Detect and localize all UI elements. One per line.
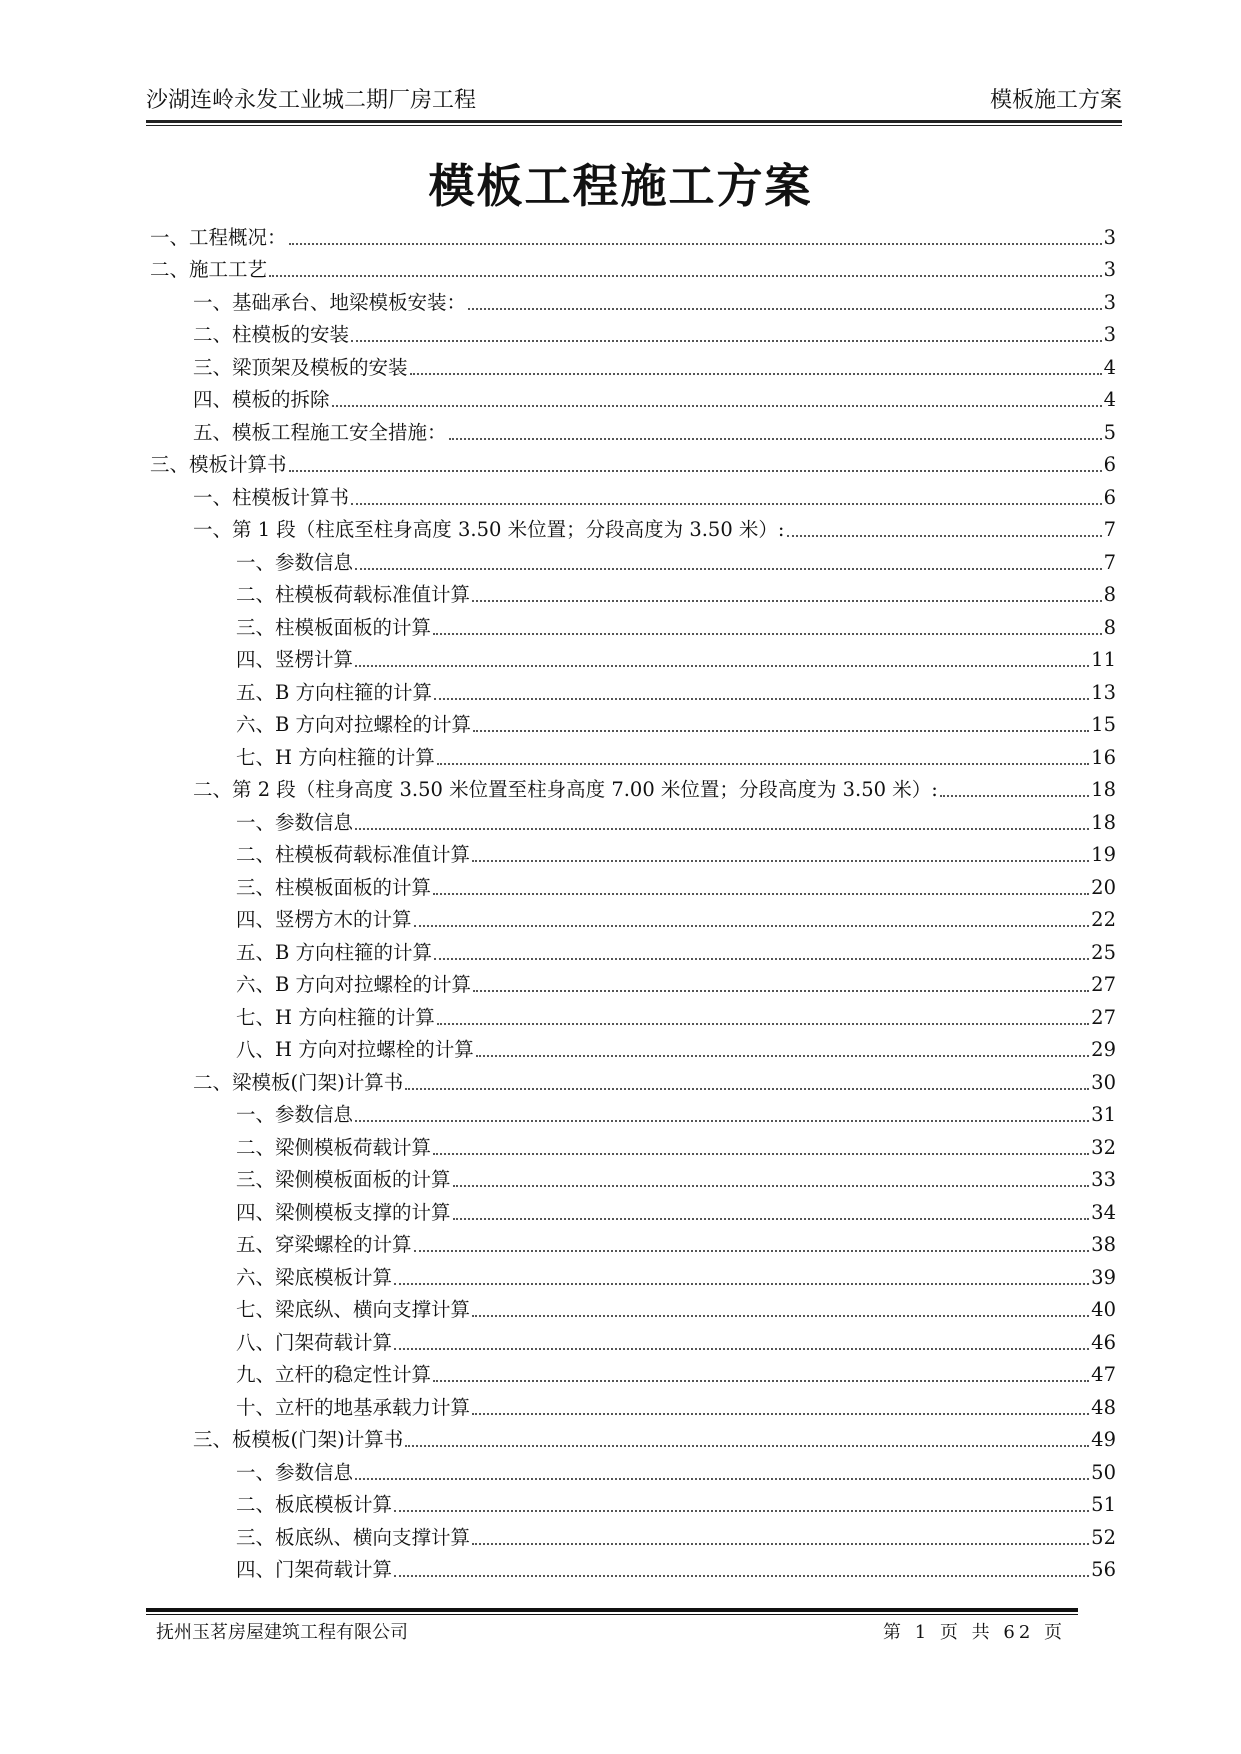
toc-entry[interactable] [150, 771, 1116, 804]
toc-entry[interactable] [150, 998, 1116, 1031]
toc-leader-dots [355, 567, 1102, 570]
toc-entry-page: 5 [1103, 420, 1116, 444]
toc-entry[interactable] [150, 933, 1116, 966]
toc-entry-label: 六、B 方向对拉螺栓的计算 [236, 713, 472, 736]
toc-entry-label: 二、柱模板荷载标准值计算 [236, 583, 471, 606]
toc-entry[interactable] [150, 868, 1116, 901]
toc-entry[interactable] [150, 1551, 1116, 1584]
toc-entry-page: 48 [1091, 1395, 1116, 1419]
toc-leader-dots [437, 1022, 1089, 1025]
table-of-contents [150, 218, 1116, 1583]
toc-leader-dots [449, 437, 1102, 440]
toc-entry-page: 30 [1091, 1070, 1116, 1094]
toc-entry[interactable] [150, 901, 1116, 934]
toc-entry[interactable] [150, 836, 1116, 869]
toc-entry-label: 二、柱模板荷载标准值计算 [236, 843, 471, 866]
page-header [146, 86, 1122, 118]
toc-leader-dots [437, 762, 1089, 765]
toc-leader-dots [468, 307, 1102, 310]
toc-entry-label: 三、板底纵、横向支撑计算 [236, 1525, 471, 1549]
toc-entry-page: 52 [1091, 1525, 1116, 1549]
toc-entry-page: 4 [1103, 355, 1116, 379]
toc-entry-page: 13 [1091, 680, 1116, 704]
toc-leader-dots [355, 1477, 1089, 1480]
toc-entry-label: 一、柱模板计算书 [193, 485, 350, 509]
toc-entry[interactable] [150, 966, 1116, 999]
toc-leader-dots [434, 697, 1089, 700]
toc-leader-dots [472, 859, 1089, 862]
toc-entry[interactable] [150, 1486, 1116, 1519]
toc-entry-page: 3 [1103, 290, 1116, 314]
toc-entry[interactable] [150, 348, 1116, 381]
header-project-name: 沙湖连岭永发工业城二期厂房工程 [146, 88, 477, 113]
toc-leader-dots [289, 242, 1102, 245]
toc-entry-label: 二、施工工艺 [150, 258, 268, 281]
toc-leader-dots [940, 794, 1089, 797]
toc-leader-dots [289, 469, 1102, 472]
toc-entry-label: 三、模板计算书 [150, 453, 287, 476]
toc-entry-label: 三、板模板(门架)计算书 [193, 1428, 404, 1451]
toc-entry[interactable] [150, 608, 1116, 641]
toc-entry-page: 6 [1103, 485, 1116, 509]
toc-entry-label: 九、立杆的稳定性计算 [236, 1363, 432, 1386]
toc-leader-dots [434, 957, 1089, 960]
toc-entry-label: 三、梁顶架及模板的安装 [193, 355, 408, 379]
toc-leader-dots [433, 1379, 1089, 1382]
toc-leader-dots [414, 1249, 1090, 1252]
toc-entry-page: 29 [1091, 1038, 1116, 1061]
toc-entry-label: 五、B 方向柱箍的计算 [236, 680, 433, 704]
toc-entry[interactable] [150, 283, 1116, 316]
toc-entry-label: 四、竖楞计算 [236, 648, 354, 671]
toc-entry-label: 三、柱模板面板的计算 [236, 875, 432, 899]
toc-entry-label: 六、梁底模板计算 [236, 1265, 393, 1289]
toc-entry-page: 34 [1091, 1200, 1116, 1224]
toc-entry-page: 27 [1091, 1005, 1116, 1029]
toc-entry[interactable] [150, 1453, 1116, 1486]
document-title: 模板工程施工方案 [428, 159, 813, 213]
toc-entry[interactable] [150, 1323, 1116, 1356]
toc-entry[interactable] [150, 1291, 1116, 1324]
toc-leader-dots [414, 924, 1090, 927]
toc-leader-dots [351, 339, 1102, 342]
toc-entry[interactable] [150, 1356, 1116, 1389]
toc-entry-page: 56 [1091, 1558, 1116, 1581]
toc-entry-page: 4 [1103, 388, 1116, 411]
toc-entry-page: 33 [1091, 1168, 1116, 1191]
toc-leader-dots [473, 989, 1089, 992]
toc-entry[interactable] [150, 803, 1116, 836]
toc-entry[interactable] [150, 673, 1116, 706]
toc-entry[interactable] [150, 218, 1116, 251]
toc-leader-dots [394, 1347, 1089, 1350]
toc-leader-dots [269, 274, 1102, 277]
toc-entry-page: 19 [1091, 843, 1116, 866]
toc-entry-label: 二、梁模板(门架)计算书 [193, 1070, 404, 1094]
toc-entry-label: 二、梁侧模板荷载计算 [236, 1135, 432, 1159]
toc-entry-page: 8 [1103, 615, 1116, 639]
toc-entry-page: 46 [1091, 1330, 1116, 1354]
toc-entry[interactable] [150, 1421, 1116, 1454]
toc-leader-dots [472, 1412, 1089, 1415]
toc-leader-dots [394, 1574, 1089, 1577]
toc-entry-page: 50 [1091, 1460, 1116, 1484]
toc-entry-label: 一、第 1 段（柱底至柱身高度 3.50 米位置；分段高度为 3.50 米）: [193, 518, 785, 541]
toc-entry[interactable] [150, 641, 1116, 674]
toc-entry[interactable] [150, 1096, 1116, 1129]
toc-entry-label: 二、柱模板的安装 [193, 323, 350, 346]
toc-entry-label: 一、工程概况： [150, 225, 287, 249]
toc-entry-page: 25 [1091, 940, 1116, 964]
footer-rule [146, 1608, 1078, 1612]
toc-entry-page: 8 [1103, 583, 1116, 606]
toc-leader-dots [394, 1282, 1089, 1285]
toc-entry[interactable] [150, 1518, 1116, 1551]
toc-leader-dots [473, 729, 1089, 732]
toc-entry-label: 一、参数信息 [236, 550, 354, 574]
toc-leader-dots [472, 599, 1102, 602]
toc-entry-page: 7 [1103, 518, 1116, 541]
toc-leader-dots [351, 502, 1102, 505]
toc-entry-label: 一、参数信息 [236, 1460, 354, 1484]
toc-entry[interactable] [150, 706, 1116, 739]
toc-entry[interactable] [150, 316, 1116, 349]
toc-leader-dots [433, 632, 1102, 635]
toc-leader-dots [433, 892, 1089, 895]
header-rule-thin [146, 125, 1122, 126]
toc-leader-dots [453, 1184, 1090, 1187]
toc-entry[interactable] [150, 1128, 1116, 1161]
toc-leader-dots [433, 1152, 1089, 1155]
toc-entry[interactable] [150, 413, 1116, 446]
footer-page-info: 第 1 页 共 62 页 [883, 1622, 1066, 1643]
toc-leader-dots [355, 1119, 1089, 1122]
toc-entry[interactable] [150, 1031, 1116, 1064]
header-rule [146, 120, 1122, 123]
toc-leader-dots [355, 827, 1089, 830]
toc-entry[interactable] [150, 511, 1116, 544]
toc-entry-label: 八、门架荷载计算 [236, 1330, 393, 1354]
toc-leader-dots [472, 1314, 1089, 1317]
toc-entry-label: 四、梁侧模板支撑的计算 [236, 1200, 451, 1224]
toc-entry-page: 15 [1091, 713, 1116, 736]
toc-leader-dots [405, 1444, 1089, 1447]
toc-entry[interactable] [150, 251, 1116, 284]
toc-entry-label: 五、穿梁螺栓的计算 [236, 1233, 412, 1256]
toc-entry-label: 一、参数信息 [236, 1103, 354, 1126]
toc-entry-page: 38 [1091, 1233, 1116, 1256]
toc-leader-dots [394, 1509, 1089, 1512]
toc-entry-label: 七、H 方向柱箍的计算 [236, 745, 435, 769]
toc-entry-page: 31 [1091, 1103, 1116, 1126]
toc-entry-page: 39 [1091, 1265, 1116, 1289]
toc-entry-page: 47 [1091, 1363, 1116, 1386]
toc-entry-page: 3 [1103, 323, 1116, 346]
toc-entry-label: 三、柱模板面板的计算 [236, 615, 432, 639]
toc-entry[interactable] [150, 576, 1116, 609]
header-document-name: 模板施工方案 [989, 88, 1122, 113]
toc-entry-page: 40 [1091, 1298, 1116, 1321]
toc-entry-label: 四、竖楞方木的计算 [236, 908, 412, 931]
toc-entry-label: 五、模板工程施工安全措施： [193, 420, 447, 444]
toc-entry-page: 16 [1091, 745, 1116, 769]
toc-leader-dots [405, 1087, 1089, 1090]
toc-entry-page: 27 [1091, 973, 1116, 996]
toc-entry-label: 一、参数信息 [236, 810, 354, 834]
toc-entry-page: 51 [1091, 1493, 1116, 1516]
toc-entry[interactable] [150, 381, 1116, 414]
toc-entry-label: 四、模板的拆除 [193, 388, 330, 411]
toc-leader-dots [355, 664, 1089, 667]
toc-entry-label: 七、H 方向柱箍的计算 [236, 1005, 435, 1029]
toc-entry-page: 49 [1091, 1428, 1116, 1451]
toc-entry-label: 十、立杆的地基承载力计算 [236, 1395, 471, 1419]
toc-entry-label: 一、基础承台、地梁模板安装： [193, 290, 467, 314]
toc-entry[interactable] [150, 1063, 1116, 1096]
toc-entry[interactable] [150, 1161, 1116, 1194]
toc-leader-dots [410, 372, 1102, 375]
toc-entry-label: 二、板底模板计算 [236, 1493, 393, 1516]
toc-leader-dots [787, 534, 1102, 537]
toc-entry-label: 六、B 方向对拉螺栓的计算 [236, 973, 472, 996]
toc-leader-dots [332, 404, 1102, 407]
toc-entry[interactable] [150, 446, 1116, 479]
footer-company: 抚州玉茗房屋建筑工程有限公司 [156, 1622, 408, 1643]
toc-entry-page: 11 [1091, 648, 1116, 671]
toc-entry-page: 18 [1091, 810, 1116, 834]
toc-entry[interactable] [150, 1388, 1116, 1421]
toc-entry[interactable] [150, 1258, 1116, 1291]
toc-entry-label: 四、门架荷载计算 [236, 1558, 393, 1581]
toc-entry-page: 3 [1103, 225, 1116, 249]
toc-entry-label: 三、梁侧模板面板的计算 [236, 1168, 451, 1191]
toc-entry-page: 18 [1091, 778, 1116, 801]
toc-leader-dots [472, 1542, 1089, 1545]
toc-entry-page: 6 [1103, 453, 1116, 476]
toc-entry-label: 五、B 方向柱箍的计算 [236, 940, 433, 964]
toc-entry[interactable] [150, 1193, 1116, 1226]
toc-entry[interactable] [150, 1226, 1116, 1259]
toc-entry[interactable] [150, 478, 1116, 511]
toc-entry-page: 3 [1103, 258, 1116, 281]
toc-entry-page: 7 [1103, 550, 1116, 574]
toc-entry-label: 七、梁底纵、横向支撑计算 [236, 1298, 471, 1321]
toc-entry-page: 32 [1091, 1135, 1116, 1159]
footer-rule-thin [146, 1614, 1078, 1615]
toc-entry-label: 二、第 2 段（柱身高度 3.50 米位置至柱身高度 7.00 米位置；分段高度为 3.50 米）: [193, 778, 938, 801]
toc-leader-dots [453, 1217, 1090, 1220]
toc-entry-page: 22 [1091, 908, 1116, 931]
toc-entry[interactable] [150, 738, 1116, 771]
toc-entry-label: 八、H 方向对拉螺栓的计算 [236, 1038, 474, 1061]
toc-entry-page: 20 [1091, 875, 1116, 899]
toc-leader-dots [476, 1054, 1089, 1057]
toc-entry[interactable] [150, 543, 1116, 576]
